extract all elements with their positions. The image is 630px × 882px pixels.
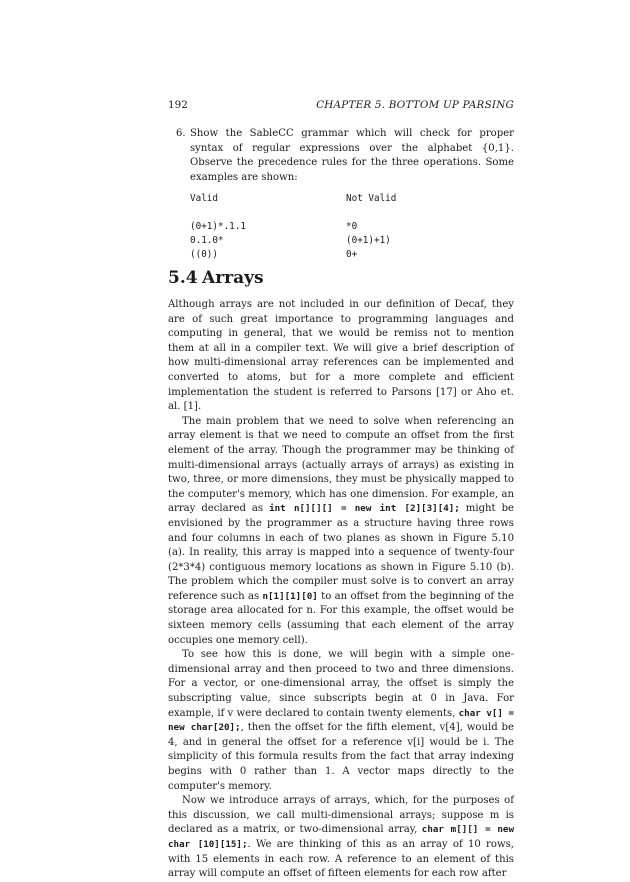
valid-column [190,192,246,262]
paragraph-text: , then the offset for the fifth element, v[4], would be 4, and in general the offset for a reference v[i] would be i. The simplicity of this formula results from the fact that array indexing begins with 0 rather than 1. A vector maps directly to the computer's memory. [168,722,514,792]
valid-heading: Valid [190,193,218,204]
body-text [168,298,514,882]
inline-code: char m[][] = new char [10][15]; [168,824,514,850]
section-number: 5.4 [168,268,198,288]
inline-code: int n[][][] = new int [2][3][4]; [269,503,460,515]
invalid-example: *0 [346,221,358,232]
exercise-number: 6. [176,128,186,139]
paragraph-text: . We are thinking of this as an array of 10 rows, with 15 elements in each row. A reference to an element of this array will compute an offset of fifteen elements for each row after [168,838,514,880]
valid-example: 0.1.0* [190,235,224,246]
exercise-text: Show the SableCC grammar which will check for proper syntax of regular expressions over the alphabet {0,1}. Observe the precedence rules for the three operations. Some examples are shown: [190,128,514,183]
paragraph-text: to an offset from the beginning of the storage area allocated for n. For this example, the offset would be sixteen memory cells (assuming that each element of the array occupies one memory cell). [168,590,515,646]
running-header [168,98,514,112]
exercise-item [168,127,514,185]
invalid-example: (0+1)+1) [346,235,391,246]
page-number: 192 [168,99,188,111]
chapter-title: CHAPTER 5. BOTTOM UP PARSING [316,99,514,111]
paragraph [168,415,514,649]
invalid-column [346,192,396,262]
paragraph-text: might be envisioned by the programmer as a structure having three rows and four columns in each of two planes as shown in Figure 5.10 (a). In reality, this array is mapped into a sequence of twenty-four (2*3*4) contiguous memory locations as shown in Figure 5.10 (b). The problem which the compiler must solve is to convert an array reference such as [168,503,514,602]
invalid-example: 0+ [346,249,358,260]
paragraph-text: The main problem that we need to solve when referencing an array element is that we need to compute an offset from the first element of the array. Though the programmer may be thinking of multi-dimensional arrays (actually arrays of arrays) as existing in two, three, or more dimensions, they must be physically mapped to the computer's memory, which has one dimension. For example, an array declared as [168,415,514,515]
paragraph-text: To see how this is done, we will begin with a simple one-dimensional array and then proceed to two and three dimensions. For a vector, or one-dimensional array, the offset is simply the subscripting value, since subscripts begin at 0 in Java. For example, if v were declared to contain twenty elements, [168,649,514,719]
invalid-heading: Not Valid [346,193,397,204]
inline-code: n[1][1][0] [262,590,318,602]
section-title: Arrays [202,268,264,288]
valid-example: ((0)) [190,249,218,260]
paragraph-text: Now we introduce arrays of arrays, which, for the purposes of this discussion, we call multi-dimensional arrays; suppose m is declared as a matrix, or two-dimensional array, [168,795,514,836]
paragraph [168,648,514,794]
paragraph: Although arrays are not included in our definition of Decaf, they are of such great importance to programming languages and computing in general, that we would be remiss not to mention them at all in a compiler text. We will give a brief description of how multi-dimensional array references can be implemented and converted to atoms, but for a more complete and efficient implementation the student is referred to Parsons [17] or Aho et. al. [1]. [168,299,514,413]
valid-example: (0+1)*.1.1 [190,221,246,232]
inline-code: char v[] = new char[20]; [168,707,514,734]
paragraph [168,794,514,882]
section-heading [168,268,514,288]
